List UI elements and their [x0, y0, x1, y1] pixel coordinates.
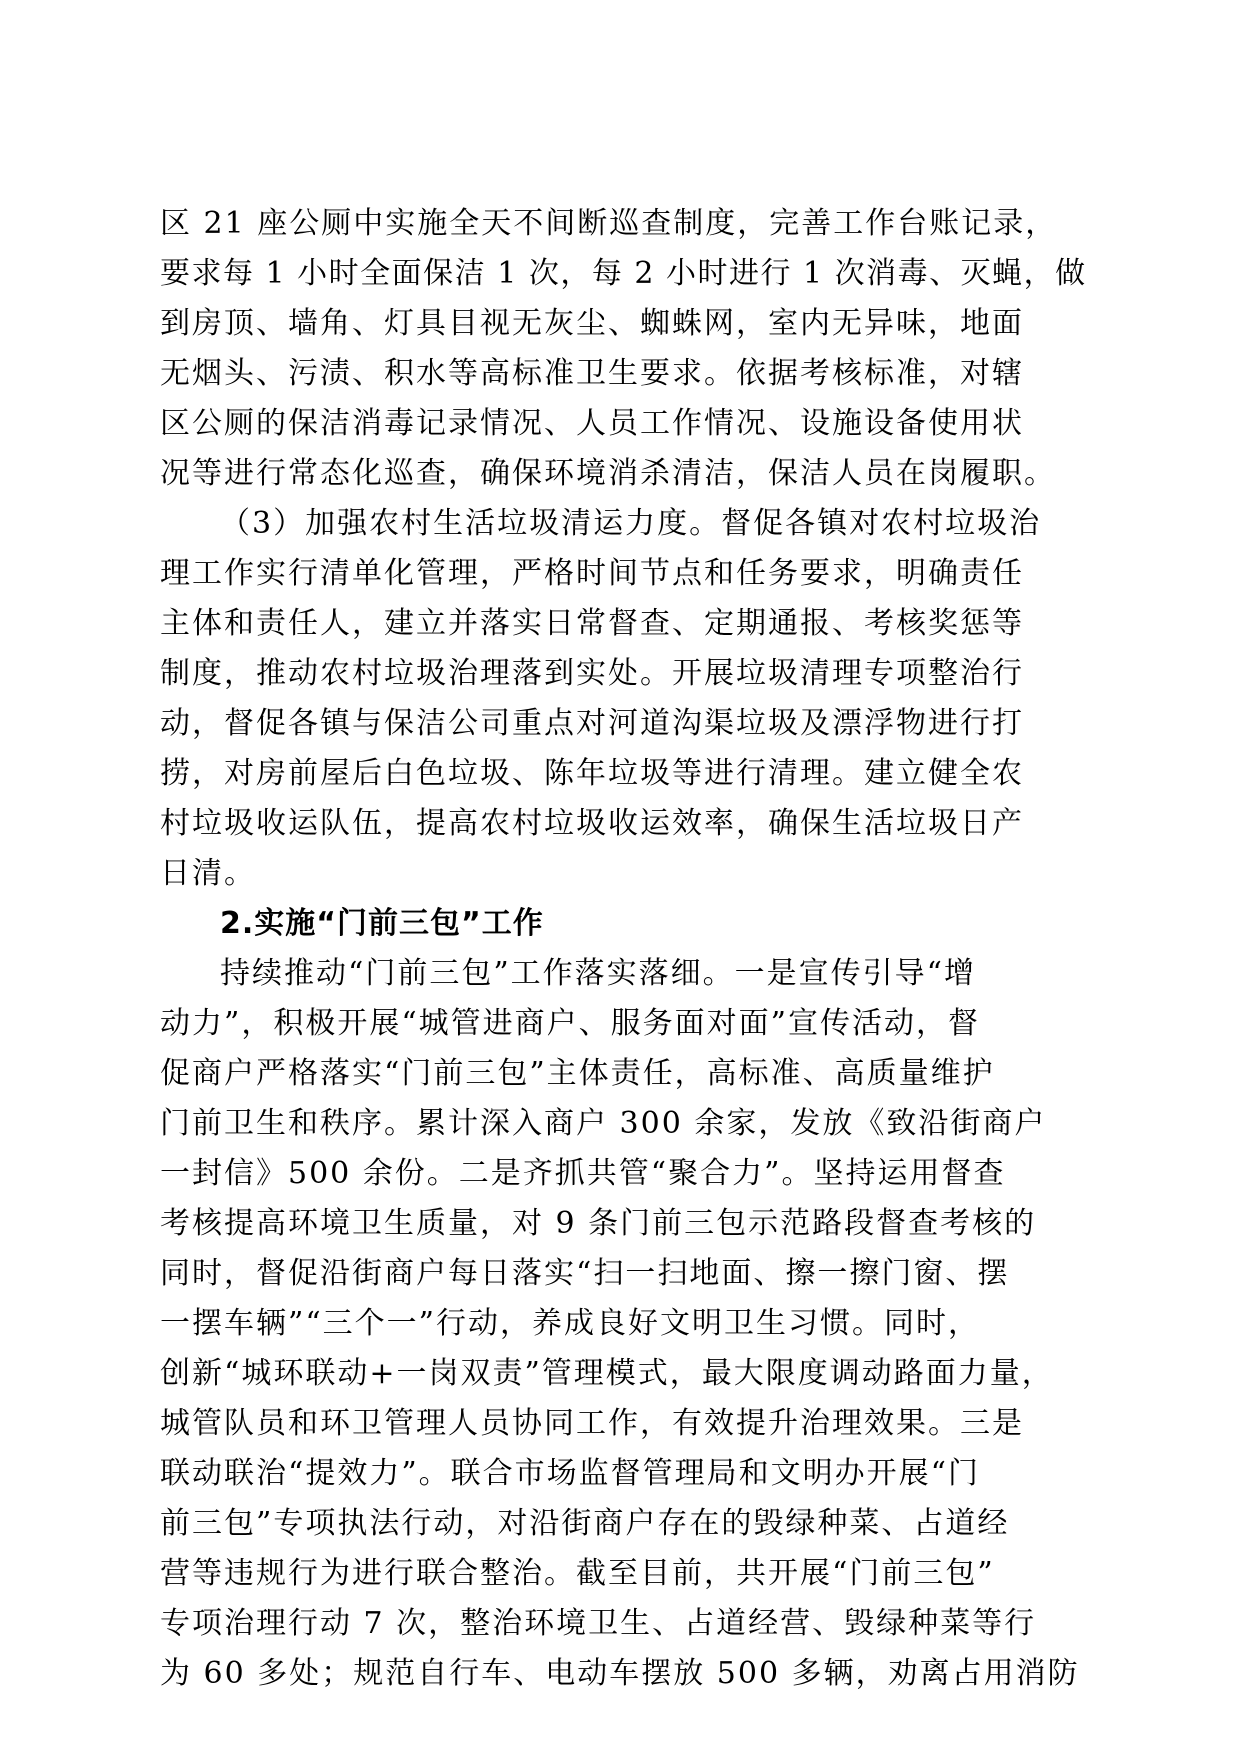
text-line: 制度，推动农村垃圾治理落到实处。开展垃圾清理专项整治行 — [160, 656, 1024, 691]
text-line: 同时，督促沿街商户每日落实“扫一扫地面、擦一擦门窗、摆 — [160, 1256, 1010, 1291]
text-line: 创新“城环联动+一岗双责”管理模式，最大限度调动路面力量， — [160, 1356, 1054, 1391]
text-line: 联动联治“提效力”。联合市场监督管理局和文明办开展“门 — [160, 1456, 981, 1491]
text-line: 动力”，积极开展“城管进商户、服务面对面”宣传活动，督 — [160, 1006, 981, 1041]
text-line: 理工作实行清单化管理，严格时间节点和任务要求，明确责任 — [160, 556, 1024, 591]
text-line: 区公厕的保洁消毒记录情况、人员工作情况、设施设备使用状 — [160, 406, 1024, 441]
text-line: 考核提高环境卫生质量，对 9 条门前三包示范路段督查考核的 — [160, 1206, 1037, 1241]
text-line: 前三包”专项执法行动，对沿街商户存在的毁绿种菜、占道经 — [160, 1506, 1010, 1541]
paragraph-start-line: 持续推动“门前三包”工作落实落细。一是宣传引导“增 — [220, 956, 977, 991]
text-line: 况等进行常态化巡查，确保环境消杀清洁，保洁人员在岗履职。 — [160, 456, 1056, 491]
text-line: 日清。 — [160, 856, 256, 891]
text-line: 城管队员和环卫管理人员协同工作，有效提升治理效果。三是 — [160, 1406, 1024, 1441]
text-line: 为 60 多处；规范自行车、电动车摆放 500 多辆，劝离占用消防 — [160, 1656, 1080, 1691]
text-line: 区 21 座公厕中实施全天不间断巡查制度，完善工作台账记录， — [160, 206, 1058, 241]
text-line: 主体和责任人，建立并落实日常督查、定期通报、考核奖惩等 — [160, 606, 1024, 641]
text-line: 营等违规行为进行联合整治。截至目前，共开展“门前三包” — [160, 1556, 995, 1591]
text-line: 一封信》500 余份。二是齐抓共管“聚合力”。坚持运用督查 — [160, 1156, 1006, 1191]
text-line: 要求每 1 小时全面保洁 1 次，每 2 小时进行 1 次消毒、灭蝇，做 — [160, 256, 1087, 291]
text-line: 动，督促各镇与保洁公司重点对河道沟渠垃圾及漂浮物进行打 — [160, 706, 1024, 741]
text-line: 门前卫生和秩序。累计深入商户 300 余家，发放《致沿街商户 — [160, 1106, 1047, 1141]
text-line: 促商户严格落实“门前三包”主体责任，高标准、高质量维护 — [160, 1056, 995, 1091]
paragraph-start-line: （3）加强农村生活垃圾清运力度。督促各镇对农村垃圾治 — [220, 506, 1042, 541]
text-line: 捞，对房前屋后白色垃圾、陈年垃圾等进行清理。建立健全农 — [160, 756, 1024, 791]
text-line: 村垃圾收运队伍，提高农村垃圾收运效率，确保生活垃圾日产 — [160, 806, 1024, 841]
text-line: 一摆车辆”“三个一”行动，养成良好文明卫生习惯。同时， — [160, 1306, 981, 1341]
section-heading: 2.实施“门前三包”工作 — [220, 906, 544, 941]
text-line: 无烟头、污渍、积水等高标准卫生要求。依据考核标准，对辖 — [160, 356, 1024, 391]
text-line: 到房顶、墙角、灯具目视无灰尘、蜘蛛网，室内无异味，地面 — [160, 306, 1024, 341]
text-line: 专项治理行动 7 次，整治环境卫生、占道经营、毁绿种菜等行 — [160, 1606, 1037, 1641]
